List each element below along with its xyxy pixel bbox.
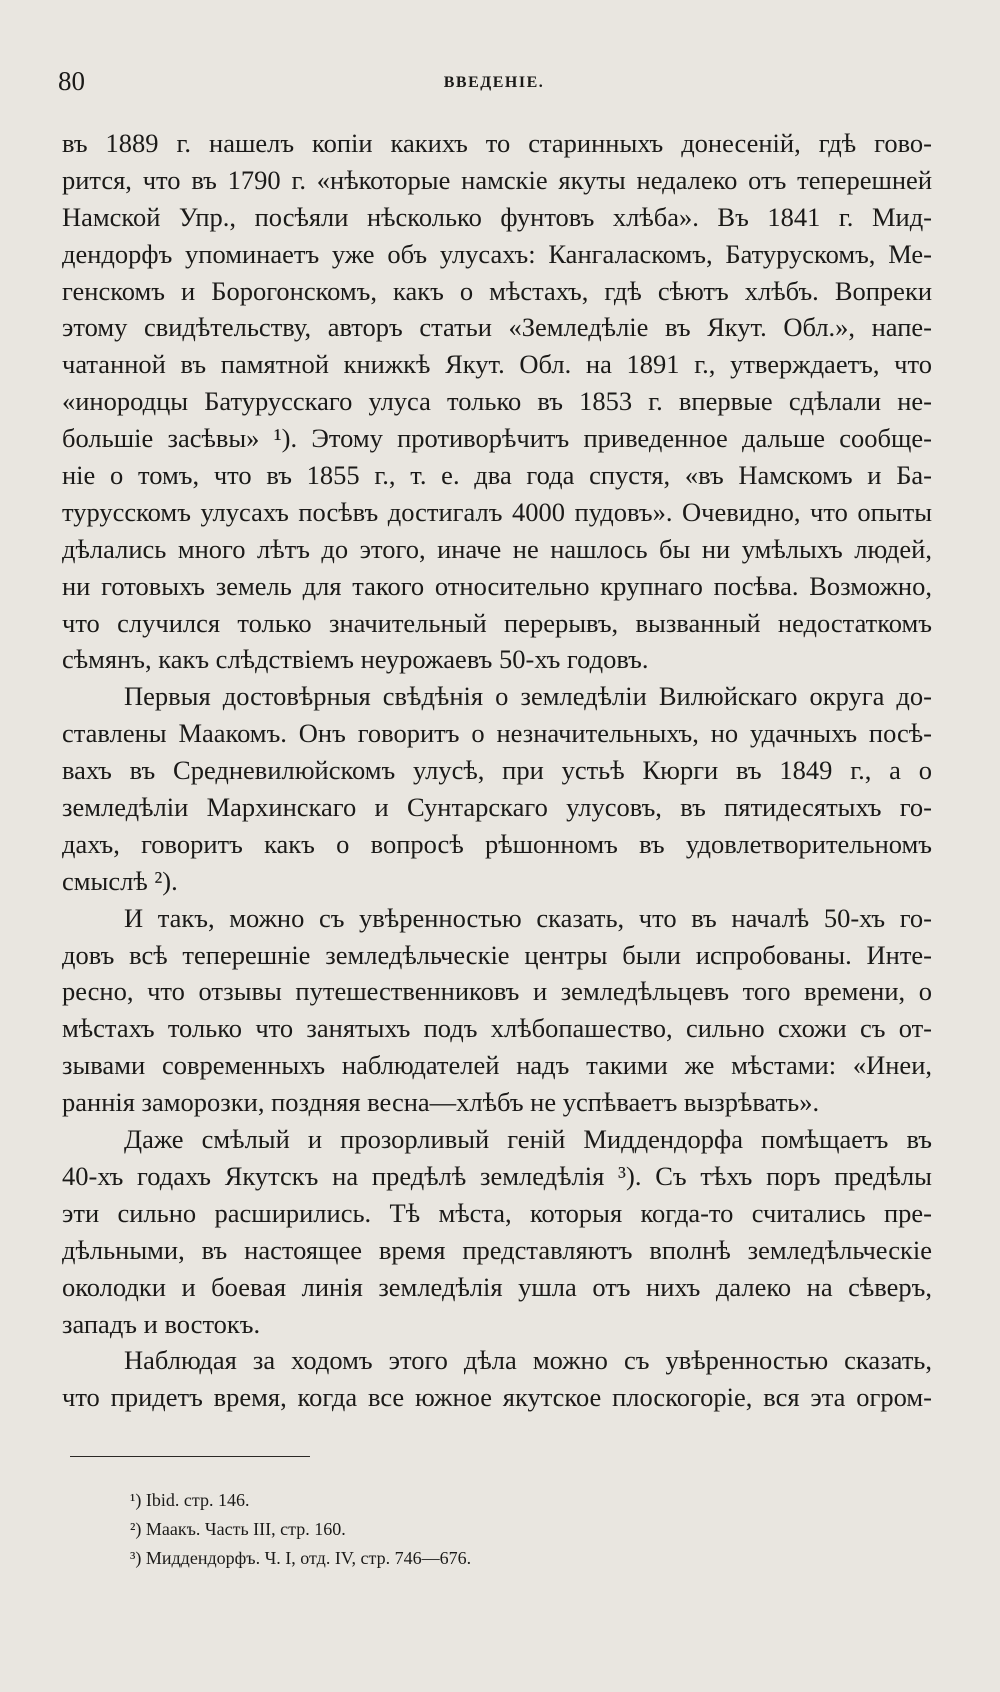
page-header <box>58 66 930 102</box>
text-line: рится, что въ 1790 г. «нѣкоторые намскіе якуты недалеко отъ теперешней <box>62 164 932 195</box>
footnotes <box>130 1486 830 1573</box>
text-line: ставлены Маакомъ. Онъ говоритъ о незначительныхъ, но удачныхъ посѣ- <box>62 718 932 749</box>
body-text <box>62 125 932 1416</box>
footnote: ²) Маакъ. Часть III, стр. 160. <box>130 1519 346 1539</box>
paragraph <box>62 900 932 1121</box>
footnote-separator <box>70 1456 310 1457</box>
text-line: дахъ, говоритъ какъ о вопросѣ рѣшонномъ въ удовлетворительномъ <box>62 828 932 859</box>
footnote: ¹) Ibid. стр. 146. <box>130 1490 250 1510</box>
footnote: ³) Миддендорфъ. Ч. I, отд. IV, стр. 746—676. <box>130 1548 472 1568</box>
text-line: сѣмянъ, какъ слѣдствіемъ неурожаевъ 50-хъ годовъ. <box>62 644 649 675</box>
running-head: ВВЕДЕНІЕ. <box>443 74 545 91</box>
text-line: ніе о томъ, что въ 1855 г., т. е. два года спустя, «въ Намскомъ и Ба- <box>62 460 932 491</box>
text-line: дѣльными, въ настоящее время представляютъ вполнѣ земледѣльческіе <box>62 1234 932 1265</box>
text-line: этому свидѣтельству, авторъ статьи «Земледѣліе въ Якут. Обл.», напе- <box>62 312 932 343</box>
text-line: дендорфъ упоминаетъ уже объ улусахъ: Кангаласкомъ, Батурускомъ, Ме- <box>62 238 932 269</box>
text-line: вахъ въ Средневилюйскомъ улусѣ, при устьѣ Кюрги въ 1849 г., а о <box>62 755 932 786</box>
text-line: околодки и боевая линія земледѣлія ушла отъ нихъ далеко на сѣверъ, <box>62 1271 932 1302</box>
text-line: мѣстахъ только что занятыхъ подъ хлѣбопашество, сильно схожи съ от- <box>62 1013 932 1044</box>
text-line: Намской Упр., посѣяли нѣсколько фунтовъ хлѣба». Въ 1841 г. Мид- <box>62 201 932 232</box>
paragraph <box>62 1121 932 1342</box>
text-line: западъ и востокъ. <box>62 1308 261 1339</box>
text-line: И такъ, можно съ увѣренностью сказать, что въ началѣ 50-хъ го- <box>124 902 932 933</box>
text-line: дѣлались много лѣтъ до этого, иначе не нашлось бы ни умѣлыхъ людей, <box>62 533 932 564</box>
text-line: Даже смѣлый и прозорливый геній Миддендорфа помѣщаетъ въ <box>124 1124 932 1155</box>
text-line: большіе засѣвы» ¹). Этому противорѣчитъ приведенное дальше сообще- <box>62 423 932 454</box>
text-line: ни готовыхъ земель для такого относительно крупнаго посѣва. Возможно, <box>62 570 932 601</box>
text-line: Первыя достовѣрныя свѣдѣнія о земледѣліи Вилюйскаго округа до- <box>124 681 932 712</box>
text-line: чатанной въ памятной книжкѣ Якут. Обл. на 1891 г., утверждаетъ, что <box>62 349 932 380</box>
text-line: «инородцы Батурусскаго улуса только въ 1853 г. впервые сдѣлали не- <box>62 386 932 417</box>
text-line: эти сильно расширились. Тѣ мѣста, которыя когда-то считались пре- <box>62 1197 932 1228</box>
paragraph <box>62 1342 932 1416</box>
text-line: довъ всѣ теперешніе земледѣльческіе центры были испробованы. Инте- <box>62 939 932 970</box>
paragraph <box>62 125 932 678</box>
text-line: турусскомъ улусахъ посѣвъ достигалъ 4000 пудовъ». Очевидно, что опыты <box>62 496 932 527</box>
text-line: смыслѣ ²). <box>62 865 178 896</box>
text-line: генскомъ и Борогонскомъ, какъ о мѣстахъ, гдѣ сѣютъ хлѣбъ. Вопреки <box>62 275 932 306</box>
text-line: что придетъ время, когда все южное якутское плоскогоріе, вся эта огром- <box>62 1382 932 1413</box>
paragraph <box>62 678 932 899</box>
text-line: раннія заморозки, поздняя весна—хлѣбъ не успѣваетъ вызрѣвать». <box>62 1087 820 1118</box>
text-line: зывами современныхъ наблюдателей надъ такими же мѣстами: «Инеи, <box>62 1050 932 1081</box>
text-line: земледѣліи Мархинскаго и Сунтарскаго улусовъ, въ пятидесятыхъ го- <box>62 792 932 823</box>
page-number: 80 <box>58 66 85 96</box>
text-line: Наблюдая за ходомъ этого дѣла можно съ увѣренностью сказать, <box>124 1345 932 1376</box>
text-line: ресно, что отзывы путешественниковъ и земледѣльцевъ того времени, о <box>62 976 932 1007</box>
text-line: что случился только значительный перерывъ, вызванный недостаткомъ <box>62 607 932 638</box>
text-line: 40-хъ годахъ Якутскъ на предѣлѣ земледѣлія ³). Съ тѣхъ поръ предѣлы <box>62 1160 932 1191</box>
text-line: въ 1889 г. нашелъ копіи какихъ то старинныхъ донесеній, гдѣ гово- <box>62 128 932 158</box>
